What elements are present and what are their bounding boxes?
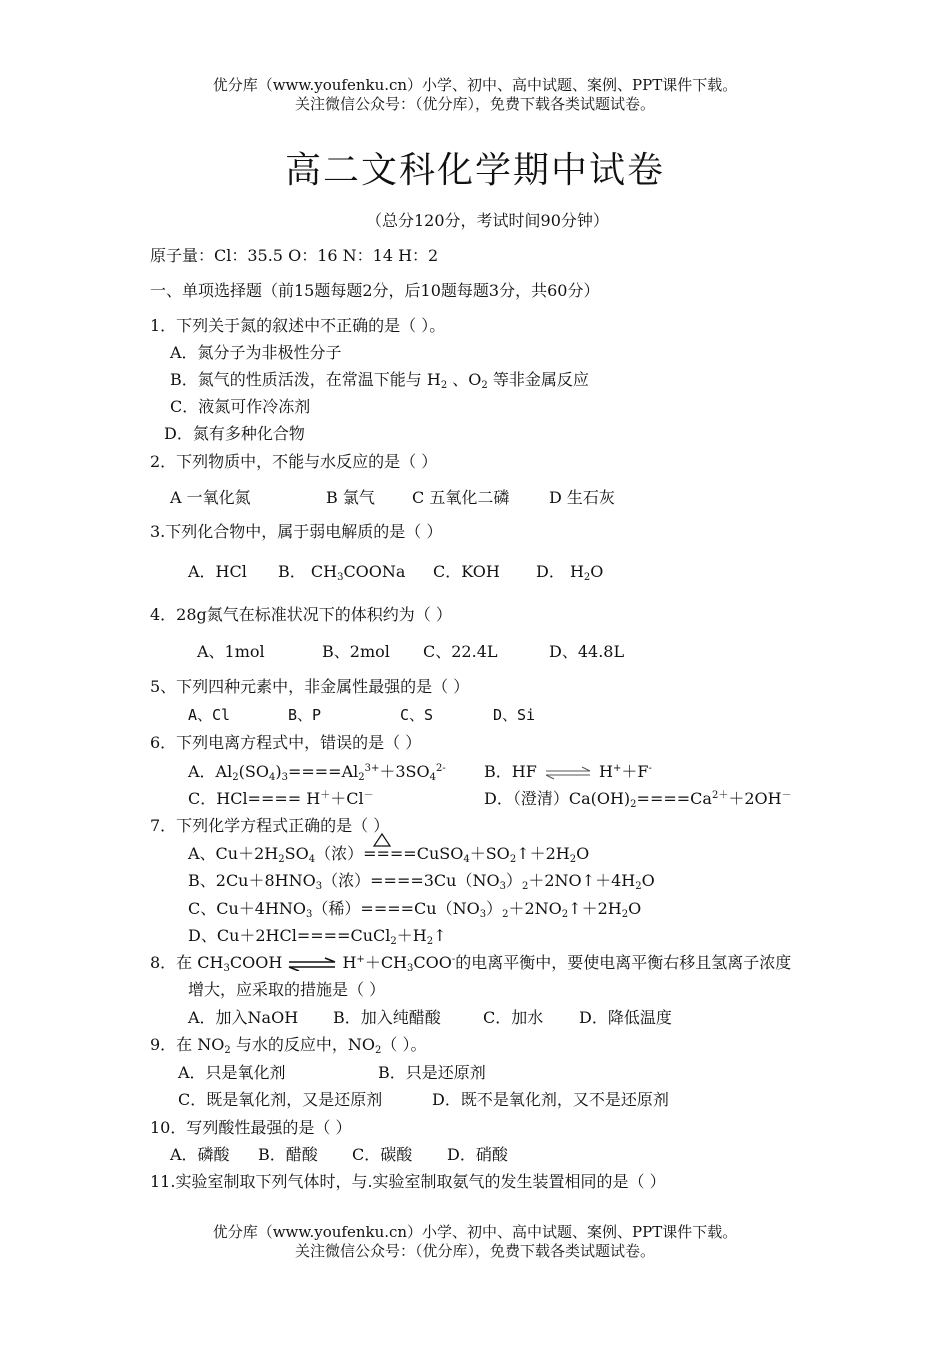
q3-option-b: B． $CH_3COONa$ <box>278 562 406 583</box>
q2-option-c: C 五氧化二磷 <box>412 488 510 507</box>
q6-stem: 6．下列电离方程式中，错误的是（ ） <box>150 733 422 752</box>
q2-stem: 2．下列物质中，不能与水反应的是（ ） <box>150 452 438 471</box>
q9-option-b: B．只是还原剂 <box>378 1063 486 1082</box>
q9-option-d: D．既不是氧化剂，又不是还原剂 <box>432 1090 669 1109</box>
reversible-arrow-icon <box>542 766 594 780</box>
q4-option-b: B、2mol <box>322 642 390 661</box>
q1-option-c: C．液氮可作冷冻剂 <box>170 397 311 416</box>
q10-option-a: A．磷酸 <box>170 1145 230 1164</box>
q9-option-a: A．只是氧化剂 <box>178 1063 286 1082</box>
q9-stem: 9．在 $NO_2$ 与水的反应中，$NO_2$（ ）。 <box>150 1035 427 1056</box>
q8-stem: 8．在 $CH_3COOH$ $H^++CH_3COO^-$的电离平衡中，要使电离平衡右移且氢离子浓度 <box>150 953 792 974</box>
section-heading: 一、单项选择题（前15题每题2分，后10题每题3分，共60分） <box>150 281 600 300</box>
q7-stem: 7．下列化学方程式正确的是（ ） <box>150 816 390 835</box>
q2-option-a: A 一氧化氮 <box>170 488 251 507</box>
q8-option-a: A．加入NaOH <box>188 1008 299 1027</box>
header-line-2: 关注微信公众号：（优分库），免费下载各类试题试卷。 <box>294 95 655 113</box>
q4-option-c: C、22.4L <box>423 642 498 661</box>
q11-stem: 11.实验室制取下列气体时，与.实验室制取氨气的发生装置相同的是（ ） <box>150 1172 666 1191</box>
q3-option-c: C．KOH <box>433 562 500 581</box>
q1-option-b: B．氮气的性质活泼，在常温下能与 $H_2$ 、$O_2$ 等非金属反应 <box>170 370 589 391</box>
q10-option-d: D．硝酸 <box>447 1145 508 1164</box>
q3-option-a: A．HCl <box>188 562 247 581</box>
q5-option-d: D、Si <box>493 706 536 724</box>
q8-stem-continued: 增大，应采取的措施是（ ） <box>188 980 386 999</box>
q1-option-a: A．氮分子为非极性分子 <box>170 343 342 362</box>
q10-option-c: C．碳酸 <box>352 1145 413 1164</box>
q9-option-c: C．既是氧化剂，又是还原剂 <box>178 1090 383 1109</box>
q6-option-a: A．$Al_2(SO_4)_3====Al_2^{3+}+3SO_4^{2-}$ <box>188 762 446 783</box>
q6-option-b: B．HF H+＋F- <box>484 762 652 781</box>
q4-option-d: D、44.8L <box>549 642 625 661</box>
q5-option-a: A、Cl <box>188 706 231 724</box>
q3-option-d: D． $H_2O$ <box>536 562 604 583</box>
q5-option-b: B、P <box>288 706 322 724</box>
q2-option-b: B 氯气 <box>326 488 375 507</box>
exam-info: （总分120分，考试时间90分钟） <box>366 211 609 230</box>
q7-option-a: A、$Cu+2H_2SO_4$（浓）$====CuSO_4+SO_2↑+2H_2O$ <box>188 844 590 865</box>
q2-option-d: D 生石灰 <box>549 488 615 507</box>
page-title: 高二文科化学期中试卷 <box>284 150 665 191</box>
footer-line-2: 关注微信公众号：（优分库），免费下载各类试题试卷。 <box>294 1242 655 1260</box>
q1-stem: 1．下列关于氮的叙述中不正确的是（ ）。 <box>150 316 446 335</box>
q10-option-b: B．醋酸 <box>258 1145 318 1164</box>
q7-option-d: D、$Cu+2HCl====CuCl_2+H_2↑$ <box>188 926 447 947</box>
q7-option-b: B、$2Cu+8HNO_3$（浓）$====3Cu(NO_3)_2+2NO↑+4H_2O$ <box>188 871 655 892</box>
q6-option-c: C．HCl==== H＋＋Cl－ <box>188 789 374 808</box>
q8-option-c: C．加水 <box>483 1008 544 1027</box>
q3-stem: 3.下列化合物中，属于弱电解质的是（ ） <box>150 522 443 541</box>
q7-option-c: C、$Cu+4HNO_3$（稀）$====Cu(NO_3)_2+2NO_2↑+2H_2O$ <box>188 899 642 920</box>
q5-option-c: C、S <box>400 706 434 724</box>
q8-option-d: D．降低温度 <box>579 1008 672 1027</box>
q8-option-b: B．加入纯醋酸 <box>333 1008 441 1027</box>
q10-stem: 10．写列酸性最强的是（ ） <box>150 1118 352 1137</box>
q1-option-d: D．氮有多种化合物 <box>164 424 305 443</box>
atomic-mass: 原子量：Cl：35.5 O：16 N：14 H：2 <box>150 246 439 265</box>
q5-stem: 5、下列四种元素中，非金属性最强的是（ ） <box>150 677 470 696</box>
q4-option-a: A、1mol <box>197 642 265 661</box>
equilibrium-arrow-icon <box>287 957 337 971</box>
header-line-1: 优分库（www.youfenku.cn）小学、初中、高中试题、案例、PPT课件下载。 <box>212 76 738 94</box>
q6-option-d: D．（澄清）$Ca(OH)_2====Ca^{2+}+2OH^-$ <box>484 789 792 810</box>
footer-line-1: 优分库（www.youfenku.cn）小学、初中、高中试题、案例、PPT课件下载。 <box>212 1223 738 1241</box>
q4-stem: 4．28g氮气在标准状况下的体积约为（ ） <box>150 605 452 624</box>
